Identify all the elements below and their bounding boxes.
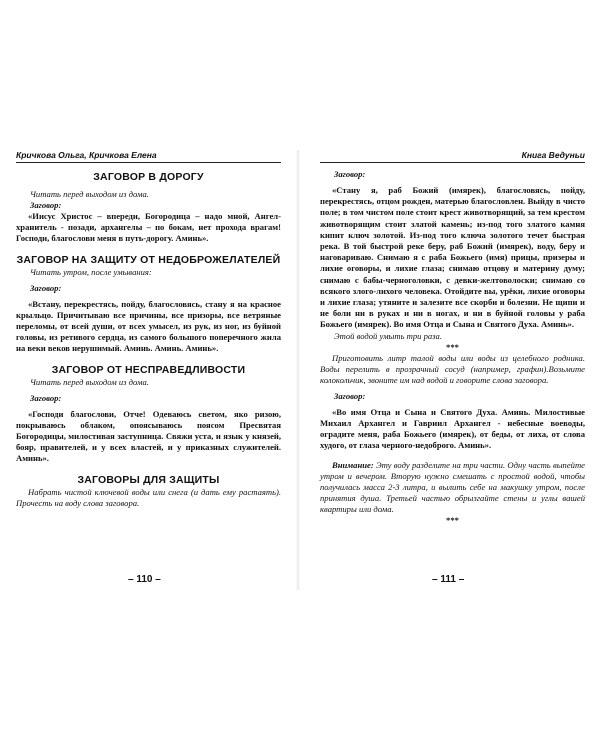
right-page xyxy=(320,150,585,526)
running-head-book: Книга Ведуньи xyxy=(320,150,585,163)
page-number-left: – 110 – xyxy=(128,574,161,585)
instruction-protection: Набрать чистой ключевой воды или снега (и дать ему растаять). Прочесть на воду слова заговора. xyxy=(16,486,281,508)
attention-note xyxy=(320,460,585,515)
label-road: Заговор: xyxy=(30,200,62,210)
section-title-injustice: ЗАГОВОР ОТ НЕСПРАВЕДЛИВОСТИ xyxy=(51,363,246,376)
spell-injustice: «Господи благослови, Отче! Одеваюсь светом, яко ризою, покрываюсь облаком, опоясываюсь поясом Пресвятая Богородицы, милостивая заступница. Свяжи уста, и язык у князей, бояр, правителей, и у всех властей, и у приказных служителей. Аминь». xyxy=(16,408,281,464)
instruction-wash: Этой водой умыть три раза. xyxy=(334,330,442,341)
page-number-right: – 111 – xyxy=(432,574,465,585)
label-injustice: Заговор: xyxy=(30,392,62,403)
attention-label: Внимание: xyxy=(332,460,374,471)
running-head-authors: Кричкова Ольга, Кричкова Елена xyxy=(16,150,281,163)
label-water-spell: Заговор: xyxy=(334,169,366,179)
instruction-injustice: Читать перед выходом из дома. xyxy=(30,376,149,387)
instruction-illwishers: Читать утром, после умывания: xyxy=(30,266,152,277)
spell-road: «Иисус Христос – впереди, Богородица – надо мной, Ангел-хранитель - позади, архангелы – по бокам, нет прохода врагам! Господи, благослови меня в путь-дорогу. Аминь». xyxy=(16,211,281,244)
section-title-road: ЗАГОВОР В ДОРОГУ xyxy=(93,171,204,183)
spell-illwishers: «Встану, перекрестясь, пойду, благословясь, стану я на красное крыльцо. Причитываю все причины, все призоры, все ветряные переломы, от всей души, от всех умысел, из рук, из ног, из буйной головы, из ретивого сердца, из самого большого поперечного жила на веки веков нерушимый. Аминь. Аминь. Аминь». xyxy=(16,298,281,354)
separator-stars-1: *** xyxy=(446,341,459,352)
section-title-illwishers: ЗАГОВОР НА ЗАЩИТУ ОТ НЕДОБРОЖЕЛАТЕЛЕЙ xyxy=(16,253,281,266)
spell-archangels: «Во имя Отца и Сына и Святого Духа. Аминь. Милостивые Михаил Архангел и Гавриил Архангел - небесные воеводы, оградите меня, раба Божьего (имярек), от беды, от лиха, от слова худого, от глаза черного-недоброго. Аминь». xyxy=(320,406,585,451)
spell-water: «Стану я, раб Божий (имярек), благословясь, пойду, перекрестясь, отцом рожден, матерью благословлен. Выйду в чисто поле; в том чистом поле стоит крест животворящий, за тем крестом животворящим стоит златой камень; из-под того златого камня кипит ключ золотой. Из-под того ключа золотого течет быстрая река. В той быстрой реке беру, раб Божий (имярек), воду, беру и наговариваю. Снимаю я с раба Божьего (имя) прицы, призеры и лихие оговоры, и лихие глаза; снимаю отцову и материну думу; снимаю с бабы-черноголовки, с девки-желтоволоски; снимаю со всякого злого-лихого человека. Отойдите вы, урёки, лихие оговоры и лихие глаза; утяните и залезите все скорби и болезни. Не щипи и не боли ни в руках и ни в ногах, и ни в буйной головы у раба Божьего (имярек). Во имя Отца и Сына и Святого Духа. Аминь». xyxy=(320,185,585,330)
label-illwishers: Заговор: xyxy=(30,282,62,293)
label-bell-spell: Заговор: xyxy=(334,390,366,401)
separator-stars-2: *** xyxy=(446,515,459,526)
book-gutter xyxy=(296,150,300,590)
section-title-protection: ЗАГОВОРЫ ДЛЯ ЗАЩИТЫ xyxy=(77,473,220,486)
attention-text: Эту воду разделите на три части. Одну часть выпейте утром и вечером. Вторую нужно смешать с простой водой, чтобы получилась масса 2-3 литра, и вылить себе на макушку утром, после принятия душа. Третьей частью обрызгайте стены и углы вашей квартиры или дома. xyxy=(320,460,585,515)
instruction-melt-water: Приготовить литр талой воды или воды из целебного родника. Воды перелить в прозрачный сосуд (например, графин).Возьмите колокольчик, звоните им над водой и говорите слова заговора. xyxy=(320,352,585,385)
left-page xyxy=(16,150,281,509)
instruction-road: Читать перед выходом из дома. xyxy=(30,189,149,199)
